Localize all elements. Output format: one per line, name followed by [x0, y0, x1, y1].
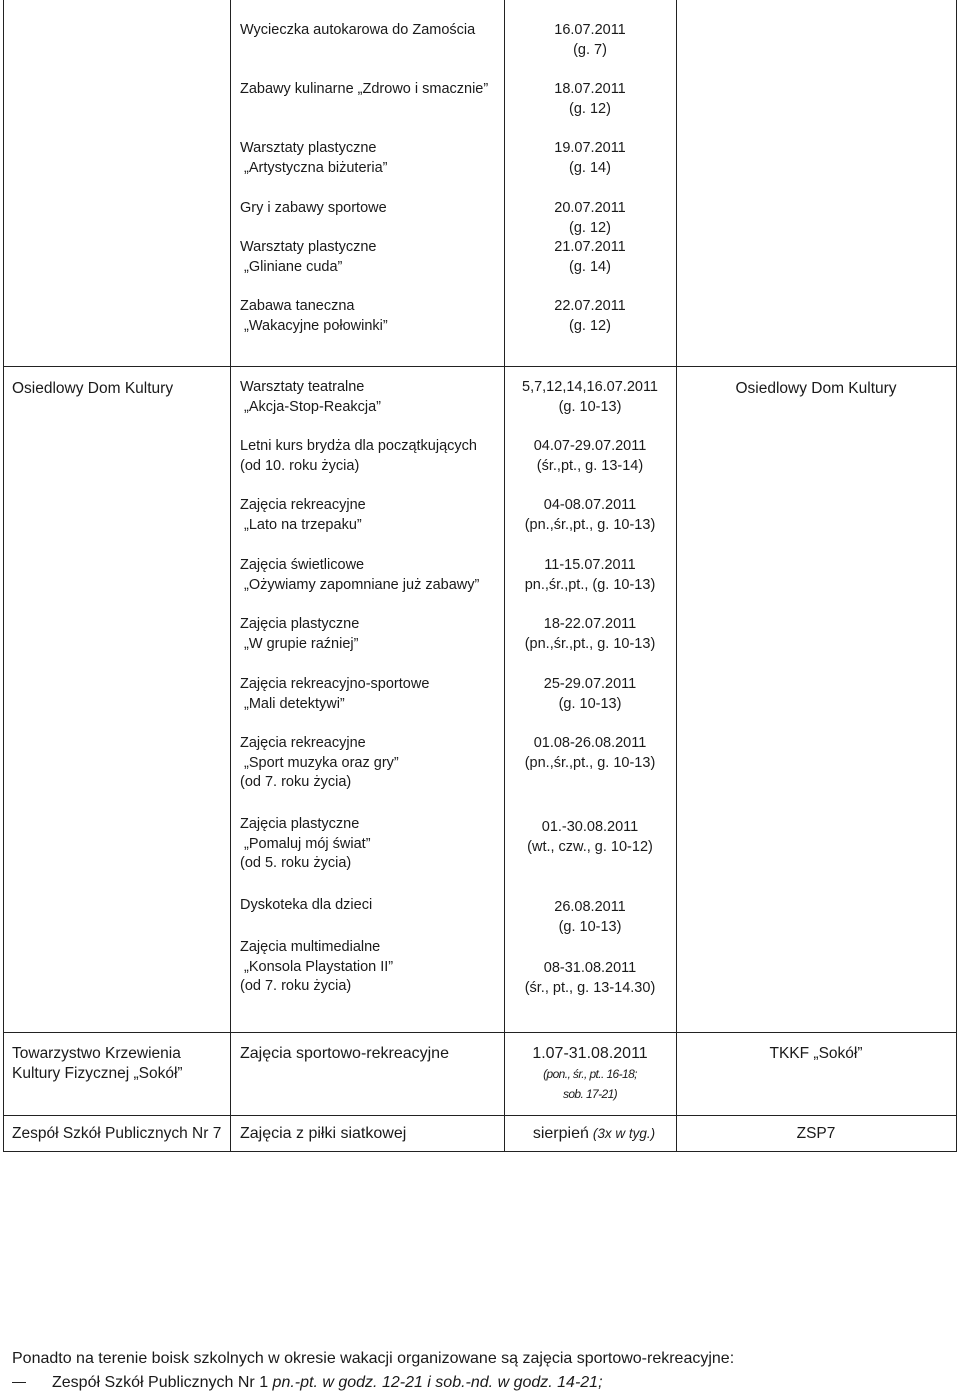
event-name: Zajęcia plastyczne „W grupie raźniej” [240, 616, 360, 652]
table-bottom-border [3, 1151, 957, 1152]
event-date: 20.07.2011 (g. 12) [554, 200, 626, 236]
event-name: Dyskoteka dla dzieci [240, 897, 373, 913]
event-date: 08-31.08.2011 (śr., pt., g. 13-14.30) [524, 960, 656, 996]
event-date: 22.07.2011 (g. 12) [554, 298, 626, 334]
footer-intro: Ponadto na terenie boisk szkolnych w okresie wakacji organizowane są zajęcia sportowo-rekreacyjne: [12, 1350, 735, 1367]
event-date: 25-29.07.2011 (g. 10-13) [543, 676, 637, 712]
event-name: Gry i zabawy sportowe [240, 200, 387, 216]
row-divider-tkkf [3, 1032, 957, 1033]
event-name: Warsztaty plastyczne „Gliniane cuda” [240, 239, 377, 275]
organizer-odk: Osiedlowy Dom Kultury [12, 380, 174, 397]
footer-item: Zespół Szkół Publicznych Nr 1 pn.-pt. w godz. 12-21 i sob.-nd. w godz. 14-21; [12, 1372, 603, 1393]
bullet-dash-icon [12, 1382, 26, 1383]
event-date: 16.07.2011 (g. 7) [554, 22, 626, 58]
event-name: Warsztaty teatralne „Akcja-Stop-Reakcja” [240, 379, 382, 415]
table-left-border [3, 0, 4, 1152]
event-name: Zabawy kulinarne „Zdrowo i smacznie” [240, 81, 489, 97]
event-name: Zajęcia multimedialne „Konsola Playstation II” (od 7. roku życia) [240, 939, 394, 994]
table-right-border [956, 0, 957, 1152]
organizer-zsp7: Zespół Szkół Publicznych Nr 7 [12, 1125, 222, 1142]
row-divider-zsp7 [3, 1115, 957, 1116]
event-date: 21.07.2011 (g. 14) [554, 239, 626, 275]
event-name: Zajęcia rekreacyjne „Lato na trzepaku” [240, 497, 366, 533]
table-column-divider-1 [230, 0, 231, 1152]
event-name: Wycieczka autokarowa do Zamościa [240, 22, 476, 38]
place-zsp7: ZSP7 [796, 1125, 836, 1142]
event-date: 04.07-29.07.2011 (śr.,pt., g. 13-14) [533, 438, 647, 474]
event-name: Zabawa taneczna „Wakacyjne połowinki” [240, 298, 388, 334]
event-date: 11-15.07.2011 pn.,śr.,pt., (g. 10-13) [524, 557, 656, 593]
date-tkkf: 1.07-31.08.2011 (pon., śr., pt.. 16-18; sob. 17-21) [532, 1045, 648, 1101]
event-name: Letni kurs brydża dla początkujących (od 10. roku życia) [240, 438, 477, 474]
event-name: Warsztaty plastyczne „Artystyczna biżuteria” [240, 140, 388, 176]
event-name: Zajęcia rekreacyjno-sportowe „Mali detektywi” [240, 676, 430, 712]
event-name: Zajęcia świetlicowe „Ożywiamy zapomniane już zabawy” [240, 557, 480, 593]
place-odk: Osiedlowy Dom Kultury [735, 380, 897, 397]
organizer-tkkf: Towarzystwo Krzewienia Kultury Fizycznej „Sokół” [12, 1045, 183, 1082]
table-column-divider-3 [676, 0, 677, 1152]
event-date: 01.08-26.08.2011 (pn.,śr.,pt., g. 10-13) [524, 735, 656, 771]
activity-tkkf: Zajęcia sportowo-rekreacyjne [240, 1045, 449, 1062]
event-date: 18.07.2011 (g. 12) [554, 81, 626, 117]
date-zsp7: sierpień (3x w tyg.) [532, 1125, 656, 1142]
event-date: 04-08.07.2011 (pn.,śr.,pt., g. 10-13) [524, 497, 656, 533]
event-date: 18-22.07.2011 (pn.,śr.,pt., g. 10-13) [524, 616, 656, 652]
place-tkkf: TKKF „Sokół” [769, 1045, 863, 1062]
event-name: Zajęcia plastyczne „Pomaluj mój świat” (od 5. roku życia) [240, 816, 371, 871]
event-date: 26.08.2011 (g. 10-13) [554, 899, 626, 935]
activity-zsp7: Zajęcia z piłki siatkowej [240, 1125, 407, 1142]
event-date: 5,7,12,14,16.07.2011 (g. 10-13) [522, 379, 658, 415]
row-divider-odk [3, 366, 957, 367]
event-date: 19.07.2011 (g. 14) [554, 140, 626, 176]
event-name: Zajęcia rekreacyjne „Sport muzyka oraz gry” (od 7. roku życia) [240, 735, 399, 790]
event-date: 01.-30.08.2011 (wt., czw., g. 10-12) [527, 819, 653, 855]
